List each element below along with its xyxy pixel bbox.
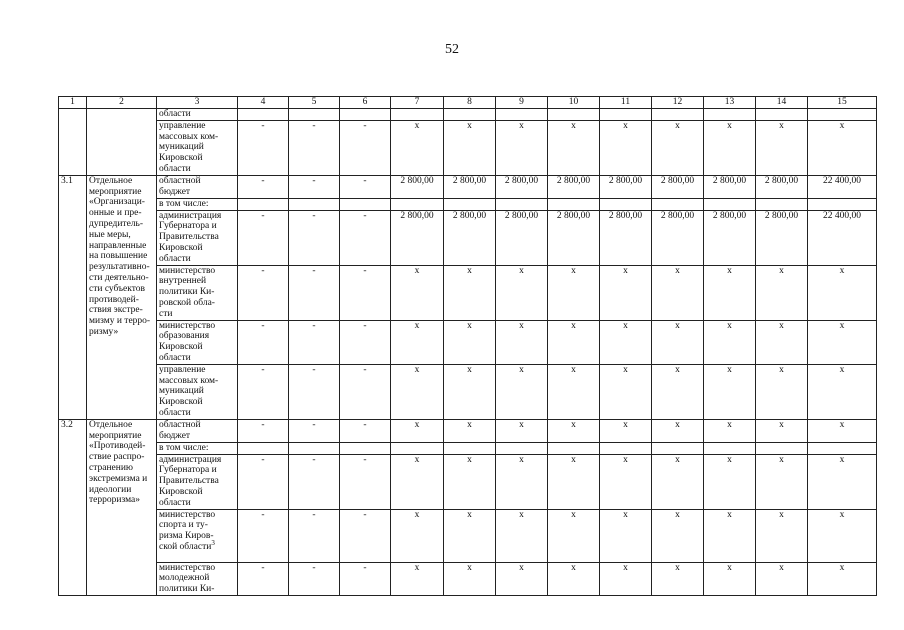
- value-cell: -: [289, 454, 340, 509]
- value-cell: -: [340, 509, 391, 562]
- funding-source-label: министерство образования Кировской области: [159, 320, 216, 363]
- column-number-12: 12: [652, 97, 704, 109]
- value-cell: -: [238, 320, 289, 364]
- value-cell: х: [756, 562, 808, 595]
- value-cell: х: [496, 120, 548, 175]
- value-cell: х: [704, 509, 756, 562]
- value-cell: х: [548, 454, 600, 509]
- column-number-2: 2: [87, 97, 157, 109]
- column-number-14: 14: [756, 97, 808, 109]
- value-cell: [391, 198, 444, 210]
- value-cell: х: [756, 509, 808, 562]
- funding-source-cell: [157, 419, 238, 442]
- value-cell: -: [238, 509, 289, 562]
- value-cell: -: [238, 419, 289, 442]
- value-cell: х: [704, 562, 756, 595]
- value-cell: -: [289, 210, 340, 265]
- column-number-7: 7: [391, 97, 444, 109]
- value-cell: х: [444, 454, 496, 509]
- value-cell: [652, 109, 704, 121]
- value-cell: -: [238, 210, 289, 265]
- value-cell: х: [444, 419, 496, 442]
- value-cell: [444, 442, 496, 454]
- value-cell: 2 800,00: [391, 175, 444, 198]
- value-cell: [496, 109, 548, 121]
- value-cell: х: [496, 265, 548, 320]
- value-cell: х: [391, 265, 444, 320]
- funding-source-label: областной бюджет: [159, 175, 201, 197]
- value-cell: 2 800,00: [652, 175, 704, 198]
- value-cell: 2 800,00: [600, 210, 652, 265]
- funding-source-label: управление массовых ком- муникаций Кировской области: [159, 120, 219, 174]
- funding-source-cell: [157, 175, 238, 198]
- value-cell: 2 800,00: [756, 210, 808, 265]
- value-cell: х: [808, 562, 877, 595]
- funding-source-cell: [157, 210, 238, 265]
- value-cell: х: [756, 265, 808, 320]
- value-cell: -: [238, 175, 289, 198]
- value-cell: 2 800,00: [391, 210, 444, 265]
- value-cell: [289, 198, 340, 210]
- funding-source-label: в том числе:: [159, 198, 209, 209]
- value-cell: х: [704, 454, 756, 509]
- value-cell: [391, 442, 444, 454]
- value-cell: х: [496, 364, 548, 419]
- table-row: [59, 109, 877, 121]
- value-cell: [548, 109, 600, 121]
- value-cell: [652, 442, 704, 454]
- value-cell: [600, 198, 652, 210]
- value-cell: [704, 198, 756, 210]
- value-cell: 2 800,00: [600, 175, 652, 198]
- column-number-row: [59, 97, 877, 109]
- value-cell: х: [548, 562, 600, 595]
- table-row: [59, 454, 877, 509]
- value-cell: х: [652, 562, 704, 595]
- value-cell: 2 800,00: [704, 175, 756, 198]
- value-cell: 2 800,00: [652, 210, 704, 265]
- funding-source-cell: [157, 562, 238, 595]
- table-row: [59, 320, 877, 364]
- measure-index-cell: 3.2: [59, 419, 87, 595]
- value-cell: -: [340, 175, 391, 198]
- value-cell: -: [340, 320, 391, 364]
- value-cell: -: [238, 265, 289, 320]
- value-cell: [704, 109, 756, 121]
- value-cell: 2 800,00: [496, 210, 548, 265]
- value-cell: х: [496, 509, 548, 562]
- value-cell: х: [391, 419, 444, 442]
- value-cell: -: [340, 562, 391, 595]
- value-cell: х: [496, 562, 548, 595]
- value-cell: [391, 109, 444, 121]
- page-number: 52: [445, 42, 459, 57]
- value-cell: х: [808, 509, 877, 562]
- value-cell: 2 800,00: [444, 175, 496, 198]
- value-cell: х: [756, 320, 808, 364]
- value-cell: [496, 198, 548, 210]
- value-cell: х: [444, 120, 496, 175]
- value-cell: х: [652, 419, 704, 442]
- value-cell: 22 400,00: [808, 175, 877, 198]
- value-cell: [600, 109, 652, 121]
- value-cell: х: [652, 120, 704, 175]
- funding-source-cell: [157, 198, 238, 210]
- value-cell: х: [704, 320, 756, 364]
- value-cell: х: [548, 120, 600, 175]
- value-cell: -: [289, 320, 340, 364]
- measure-name-cell: Отдельное мероприятие «Организаци- онные и пре- дупредитель- ные меры, направленные на повышение результативно- сти деятельно- сти субъектов противодей- ствия экстре- мизму и терро- ризму»: [87, 175, 157, 419]
- value-cell: [340, 109, 391, 121]
- value-cell: х: [600, 320, 652, 364]
- value-cell: -: [340, 265, 391, 320]
- value-cell: [340, 442, 391, 454]
- value-cell: 22 400,00: [808, 210, 877, 265]
- value-cell: х: [600, 364, 652, 419]
- funding-source-cell: [157, 509, 238, 562]
- value-cell: х: [600, 509, 652, 562]
- value-cell: 2 800,00: [548, 175, 600, 198]
- value-cell: х: [548, 509, 600, 562]
- column-number-8: 8: [444, 97, 496, 109]
- value-cell: х: [600, 120, 652, 175]
- table-row: [59, 265, 877, 320]
- funding-source-label: администрация Губернатора и Правительства Кировской области: [159, 210, 222, 264]
- value-cell: х: [652, 364, 704, 419]
- value-cell: 2 800,00: [756, 175, 808, 198]
- value-cell: 2 800,00: [496, 175, 548, 198]
- value-cell: х: [704, 265, 756, 320]
- value-cell: [756, 442, 808, 454]
- value-cell: -: [289, 562, 340, 595]
- funding-source-cell: [157, 364, 238, 419]
- table-row: [59, 198, 877, 210]
- value-cell: -: [238, 562, 289, 595]
- funding-source-label: министерство спорта и ту- ризма Киров- ской области: [159, 509, 216, 552]
- value-cell: х: [600, 562, 652, 595]
- value-cell: [704, 442, 756, 454]
- value-cell: -: [289, 509, 340, 562]
- value-cell: [756, 198, 808, 210]
- budget-table: [58, 96, 877, 596]
- value-cell: х: [496, 454, 548, 509]
- value-cell: х: [391, 364, 444, 419]
- funding-source-label: администрация Губернатора и Правительства Кировской области: [159, 454, 222, 508]
- value-cell: х: [548, 320, 600, 364]
- column-number-9: 9: [496, 97, 548, 109]
- value-cell: -: [340, 364, 391, 419]
- measure-index-cell: 3.1: [59, 175, 87, 419]
- value-cell: х: [704, 419, 756, 442]
- measure-name-cell: Отдельное мероприятие «Противодей- ствие распро- странению экстремизма и идеологии терроризма»: [87, 419, 157, 595]
- value-cell: -: [238, 454, 289, 509]
- funding-source-label: управление массовых ком- муникаций Кировской области: [159, 364, 219, 418]
- value-cell: х: [600, 265, 652, 320]
- value-cell: [652, 198, 704, 210]
- value-cell: -: [289, 265, 340, 320]
- column-number-5: 5: [289, 97, 340, 109]
- value-cell: -: [238, 364, 289, 419]
- value-cell: х: [808, 320, 877, 364]
- table-row: [59, 364, 877, 419]
- value-cell: [808, 109, 877, 121]
- value-cell: [756, 109, 808, 121]
- funding-source-label: в том числе:: [159, 442, 209, 453]
- value-cell: 2 800,00: [548, 210, 600, 265]
- table-row: [59, 175, 877, 198]
- table-row: [59, 509, 877, 562]
- funding-source-cell: [157, 320, 238, 364]
- column-number-10: 10: [548, 97, 600, 109]
- value-cell: х: [444, 265, 496, 320]
- value-cell: [496, 442, 548, 454]
- value-cell: х: [652, 320, 704, 364]
- value-cell: х: [548, 364, 600, 419]
- funding-source-label: областной бюджет: [159, 419, 201, 441]
- measure-index-cell: [59, 109, 87, 176]
- measure-name-cell: [87, 109, 157, 176]
- value-cell: [289, 109, 340, 121]
- value-cell: х: [652, 454, 704, 509]
- value-cell: [808, 198, 877, 210]
- table-row: [59, 210, 877, 265]
- value-cell: -: [340, 454, 391, 509]
- value-cell: х: [444, 509, 496, 562]
- value-cell: х: [756, 364, 808, 419]
- column-number-15: 15: [808, 97, 877, 109]
- funding-source-label: министерство молодежной политики Ки-: [159, 562, 216, 595]
- value-cell: [444, 198, 496, 210]
- value-cell: х: [652, 509, 704, 562]
- table-row: [59, 120, 877, 175]
- footnote-marker: 3: [211, 538, 215, 547]
- value-cell: 2 800,00: [704, 210, 756, 265]
- value-cell: [444, 109, 496, 121]
- value-cell: х: [652, 265, 704, 320]
- value-cell: х: [444, 364, 496, 419]
- value-cell: [548, 198, 600, 210]
- value-cell: х: [391, 454, 444, 509]
- funding-source-label: министерство внутренней политики Ки- ровской обла- сти: [159, 265, 216, 319]
- table-row: [59, 442, 877, 454]
- value-cell: -: [238, 120, 289, 175]
- value-cell: -: [340, 210, 391, 265]
- value-cell: х: [391, 320, 444, 364]
- value-cell: [289, 442, 340, 454]
- value-cell: х: [704, 120, 756, 175]
- value-cell: -: [289, 364, 340, 419]
- column-number-3: 3: [157, 97, 238, 109]
- value-cell: х: [808, 419, 877, 442]
- value-cell: х: [444, 320, 496, 364]
- value-cell: х: [600, 419, 652, 442]
- value-cell: х: [496, 419, 548, 442]
- column-number-11: 11: [600, 97, 652, 109]
- value-cell: [238, 442, 289, 454]
- value-cell: [600, 442, 652, 454]
- value-cell: [548, 442, 600, 454]
- value-cell: -: [289, 175, 340, 198]
- value-cell: х: [808, 120, 877, 175]
- value-cell: -: [340, 120, 391, 175]
- table-row: [59, 419, 877, 442]
- funding-source-cell: [157, 120, 238, 175]
- value-cell: х: [444, 562, 496, 595]
- value-cell: х: [496, 320, 548, 364]
- column-number-13: 13: [704, 97, 756, 109]
- funding-source-cell: [157, 454, 238, 509]
- funding-source-cell: [157, 109, 238, 121]
- value-cell: [808, 442, 877, 454]
- value-cell: х: [808, 265, 877, 320]
- funding-source-label: области: [159, 109, 191, 119]
- funding-source-cell: [157, 265, 238, 320]
- value-cell: -: [340, 419, 391, 442]
- value-cell: х: [600, 454, 652, 509]
- column-number-1: 1: [59, 97, 87, 109]
- value-cell: х: [756, 419, 808, 442]
- value-cell: х: [548, 265, 600, 320]
- value-cell: [340, 198, 391, 210]
- value-cell: х: [391, 509, 444, 562]
- column-number-4: 4: [238, 97, 289, 109]
- value-cell: х: [808, 454, 877, 509]
- value-cell: х: [391, 120, 444, 175]
- value-cell: х: [548, 419, 600, 442]
- value-cell: [238, 198, 289, 210]
- value-cell: х: [756, 120, 808, 175]
- value-cell: х: [808, 364, 877, 419]
- table-row: [59, 562, 877, 595]
- value-cell: -: [289, 419, 340, 442]
- value-cell: -: [289, 120, 340, 175]
- column-number-6: 6: [340, 97, 391, 109]
- value-cell: [238, 109, 289, 121]
- funding-source-cell: [157, 442, 238, 454]
- value-cell: х: [704, 364, 756, 419]
- value-cell: х: [756, 454, 808, 509]
- value-cell: 2 800,00: [444, 210, 496, 265]
- value-cell: х: [391, 562, 444, 595]
